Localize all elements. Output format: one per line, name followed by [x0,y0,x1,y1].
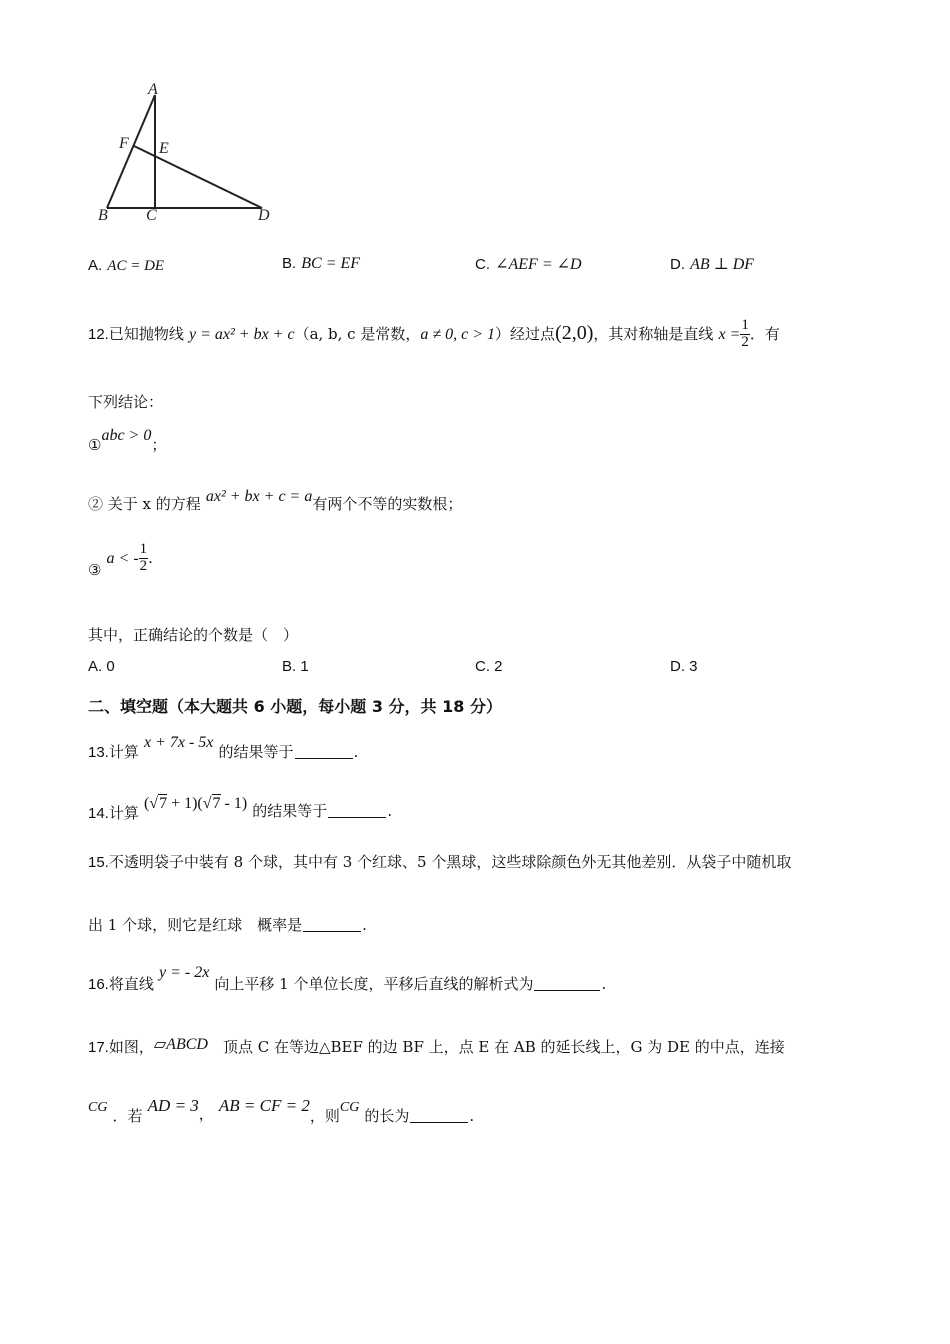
q13-formula: x + 7x - 5x [143,734,214,751]
triangle-figure [90,78,290,228]
option-letter: A. [88,257,103,274]
q12-text: ，其对称轴是直线 [593,324,714,343]
segment-fd [134,146,262,208]
q13 [88,732,358,762]
q13-text: 的结果等于 [218,743,294,761]
section-heading: 二、填空题（本大题共 6 小题，每小题 3 分，共 18 分） [88,697,502,716]
q14-end: . [387,802,393,820]
option-letter: B. [282,255,297,272]
q16-text: 将直线 [108,975,154,993]
answer-blank[interactable] [295,744,353,759]
label-a: A [148,81,158,98]
conclusion-formula: ax² + bx + c = a [205,488,313,505]
q14 [88,793,392,823]
conclusion-3 [88,542,153,579]
q11-option-b[interactable] [282,253,360,273]
q12-axis-fraction: $\frac{1}{2}$ [741,317,749,350]
option-text: AB ⊥ DF [690,256,755,273]
conclusion-end: ； [151,436,167,454]
q11-option-c[interactable] [475,254,582,274]
q15-line-1 [88,851,791,872]
question-number: 14. [88,805,109,822]
q14-text: 计算 [108,804,139,822]
answer-blank[interactable] [303,917,361,932]
q17-ad: AD = 3 [147,1096,199,1115]
q15-text: 出 1 个球，则它是红球 概率是 [88,916,303,934]
q17-text: 的长为 [364,1107,410,1125]
option-text: BC = EF [301,255,361,272]
q12-line-2: 下列结论： [88,393,164,411]
q12-line-1 [88,318,780,351]
q17-parallelogram: ▱ABCD [153,1036,208,1053]
q17-line-1 [88,1034,785,1057]
q15-line-2 [88,914,367,935]
conclusion-formula: a < - [106,549,139,567]
q12-question: 其中，正确结论的个数是（ ） [88,626,299,644]
q17-cg: CG [88,1100,108,1115]
q16-formula: y = - 2x [158,964,210,981]
q17-line-2 [88,1096,474,1126]
question-number: 13. [88,744,109,761]
q14-formula: (√7 + 1)(√7 - 1) [143,795,248,812]
conclusion-text: 有两个不等的实数根； [312,495,463,513]
q12-option-b[interactable]: B. 1 [282,658,309,675]
q17-text: ．若 [112,1107,143,1125]
q15-end: . [362,916,367,934]
q16-end: . [601,975,607,993]
conclusion-end: . [148,548,153,567]
conclusion-2 [88,486,462,514]
answer-blank[interactable] [328,803,386,818]
answer-blank[interactable] [410,1108,468,1123]
q17-text: ，则 [309,1107,340,1125]
option-text: AC = DE [107,258,165,274]
q17-cg: CG [339,1100,360,1115]
conclusion-1 [88,425,166,455]
q12-axis: x = [718,325,741,343]
question-number: 15. [88,854,109,871]
q12-condition: a ≠ 0, c > 1 [420,325,496,343]
q17-text: ， [198,1105,214,1123]
option-letter: C. [475,256,490,273]
conclusion-text: ② 关于 x 的方程 [88,495,201,513]
q11-option-d[interactable] [670,254,754,274]
q12-formula: y = ax² + bx + c [188,325,295,343]
label-e: E [159,140,169,157]
q12-option-a[interactable]: A. 0 [88,658,115,675]
q17-end: . [469,1107,475,1125]
label-b: B [98,207,108,224]
option-letter: D. [670,256,685,273]
q13-end: . [353,743,359,761]
q11-option-a[interactable] [88,255,164,275]
q16 [88,962,606,994]
q13-text: 计算 [108,743,139,761]
q17-text: 顶点 C 在等边△BEF 的边 BF 上，点 E 在 AB 的延长线上，G 为 DE 的中点，连接 [207,1038,785,1056]
q12-option-d[interactable]: D. 3 [670,658,698,675]
question-number: 16. [88,976,109,993]
label-d: D [258,207,270,224]
label-f: F [119,135,129,152]
option-text: ∠AEF = ∠D [495,256,582,273]
q12-text: （a, b, c 是常数， [294,324,421,343]
conclusion-formula: abc > 0 [101,427,152,444]
q12-point: (2,0) [555,321,594,344]
q12-option-c[interactable]: C. 2 [475,658,503,675]
q12-text: ．有 [749,324,780,343]
q14-text: 的结果等于 [252,802,328,820]
conclusion-mark: ③ [88,560,102,579]
q12-text: ）经过点 [495,324,556,343]
answer-blank[interactable] [534,976,600,991]
q12-text: 已知抛物线 [108,324,184,343]
q15-text: 不透明袋子中装有 8 个球，其中有 3 个红球、5 个黑球，这些球除颜色外无其他差别．从袋子中随机取 [108,853,792,871]
conclusion-mark: ① [88,436,102,454]
segment-ab [107,95,155,208]
q17-text: 如图， [108,1038,154,1056]
label-c: C [146,207,157,224]
question-number: 12. [88,325,109,343]
q17-abcf: AB = CF = 2 [218,1096,310,1115]
question-number: 17. [88,1039,109,1056]
conclusion-fraction: $\frac{1}{2}$ [139,541,148,574]
q16-text: 向上平移 1 个单位长度，平移后直线的解析式为 [214,975,534,993]
